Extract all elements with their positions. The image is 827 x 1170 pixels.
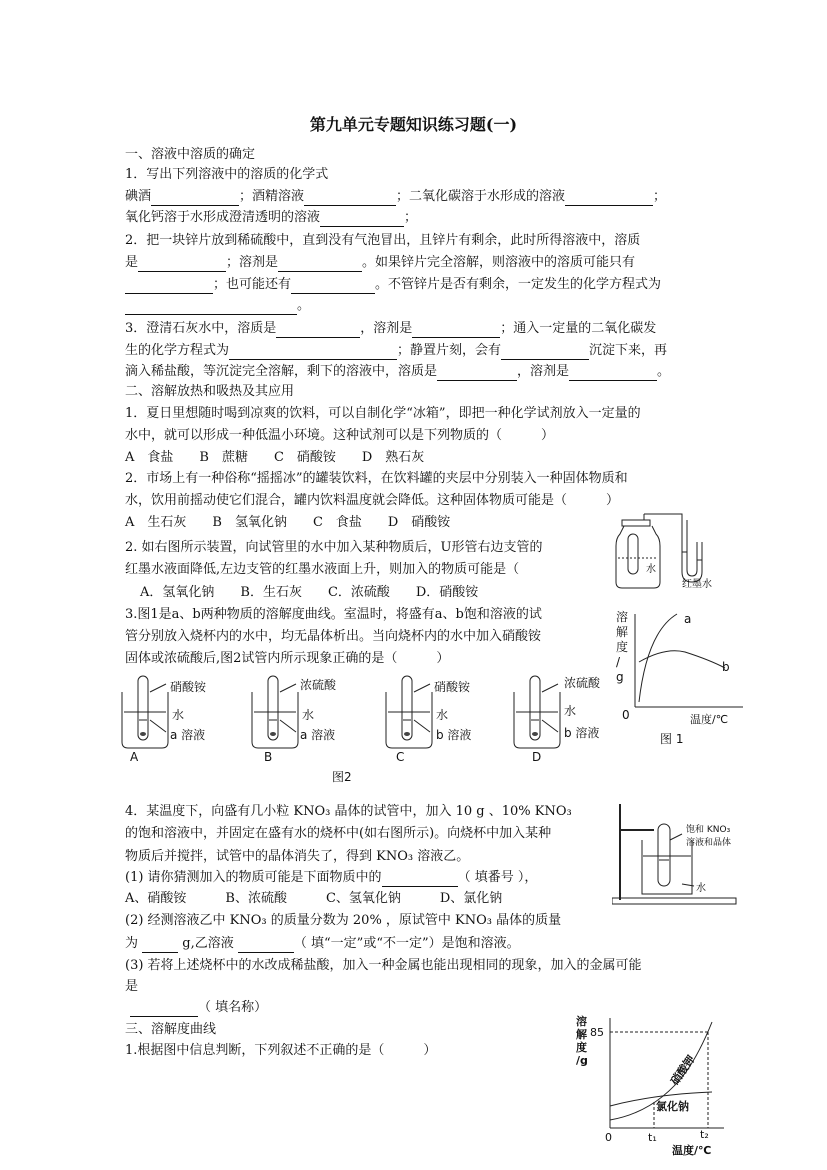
fig1-curve-a-label: a bbox=[684, 612, 692, 626]
fig3-t2: t₂ bbox=[700, 1128, 709, 1141]
q3-line1: 3．澄清石灰水中，溶质是 ，溶剂是 ；通入一定量的二氧化碳发 bbox=[125, 321, 657, 336]
q2-line1: 2．把一块锌片放到稀硫酸中，直到没有气泡冒出，且锌片有剩余，此时所得溶液中，溶质 bbox=[125, 233, 641, 248]
s2q4-sub2-line1: (2) 经测溶液乙中 KNO₃ 的质量分数为 20% ，原试管中 KNO₃ 晶体的质量 bbox=[125, 913, 562, 928]
s2q1-line1: 1．夏日里想随时喝到凉爽的饮料，可以自制化学“冰箱”，即把一种化学试剂放入一定量的 bbox=[125, 406, 641, 421]
s2q4-line1: 4．某温度下，向盛有几小粒 KNO₃ 晶体的试管中，加入 10 g 、10% KNO₃ bbox=[125, 804, 572, 819]
beaker-a-solution: a 溶液 bbox=[170, 728, 206, 742]
fig3-t1: t₁ bbox=[648, 1131, 657, 1144]
beaker-c-letter: C bbox=[396, 750, 405, 764]
q2-line4: 。 bbox=[125, 297, 310, 315]
beaker-a-additive: 硝酸铵 bbox=[170, 680, 207, 694]
beaker-b-water: 水 bbox=[302, 708, 315, 722]
fig3-xlabel: 温度/℃ bbox=[672, 1144, 712, 1157]
s2q3-line3: 固体或浓硫酸后,图2试管内所示现象正确的是（ ） bbox=[125, 651, 450, 666]
s2q3-line1: 3.图1是a、b两种物质的溶解度曲线。室温时，将盛有a、b饱和溶液的试 bbox=[125, 607, 542, 622]
s2q3-line2: 管分别放入烧杯内的水中，均无晶体析出。当向烧杯内的水中加入硝酸铵 bbox=[125, 629, 542, 644]
fig-red-ink-label: 红墨水 bbox=[682, 579, 712, 590]
beaker-b-additive: 浓硫酸 bbox=[300, 678, 337, 692]
q2-line2: 是 ；溶剂是 。如果锌片完全溶解，则溶液中的溶质可能只有 bbox=[125, 255, 636, 270]
fig1-origin: 0 bbox=[622, 708, 630, 722]
q2-line3: ；也可能还有 。不管锌片是否有剩余，一定发生的化学方程式为 bbox=[125, 276, 661, 294]
beaker-d-solution: b 溶液 bbox=[564, 726, 600, 740]
s2q4-sub2-line2: 为 g,乙溶液 （ 填“一定”或“不一定”）是饱和溶液。 bbox=[125, 936, 520, 951]
beaker-b-solution: a 溶液 bbox=[300, 728, 336, 742]
q1-line1: 碘酒 ；酒精溶液 ；二氧化碳溶于水形成的溶液 ； bbox=[125, 189, 667, 204]
fig3-y85-label: 85 bbox=[590, 1026, 604, 1039]
solubility-curve-kno3-nacl-figure bbox=[596, 1012, 726, 1142]
fig3-nacl-label: 氯化钠 bbox=[656, 1100, 689, 1113]
fig-saturated-kno3-label: 饱和 KNO₃ bbox=[686, 825, 731, 835]
q3-line2: 生的化学方程式为 ；静置片刻，会有 沉淀下来，再 bbox=[125, 343, 668, 358]
section-3-heading: 三、溶解度曲线 bbox=[125, 1022, 217, 1037]
s2q4-line2: 的饱和溶液中，并固定在盛有水的烧杯中(如右图所示)。向烧杯中加入某种 bbox=[125, 826, 552, 841]
fig3-ylabel: 溶 解 度 /g bbox=[576, 1015, 588, 1067]
beaker-d-additive: 浓硫酸 bbox=[564, 676, 601, 690]
fig2-caption: 图2 bbox=[332, 770, 352, 784]
beaker-a-letter: A bbox=[130, 750, 139, 764]
s2q4-options: A、硝酸铵 B、浓硫酸 C、氢氧化钠 D、氯化钠 bbox=[125, 891, 503, 906]
beaker-b-letter: B bbox=[264, 750, 273, 764]
fig1-ylabel: 溶 解 度 / g bbox=[616, 610, 629, 684]
s2q1-line2: 水中，就可以形成一种低温小环境。这种试剂可以是下列物质的（ ） bbox=[125, 428, 555, 443]
s2q2b-line2: 红墨水液面降低,左边支管的红墨水液面上升，则加入的物质可能是（ bbox=[125, 562, 520, 577]
s2q4-sub3-line3: （ 填名称） bbox=[130, 999, 267, 1017]
beaker-c-water: 水 bbox=[436, 708, 449, 722]
fig-beaker-water-label: 水 bbox=[696, 883, 706, 894]
s2q4-line3: 物质后并搅拌，试管中的晶体消失了，得到 KNO₃ 溶液乙。 bbox=[125, 849, 470, 864]
fig3-origin: 0 bbox=[605, 1131, 612, 1144]
q1-line2: 氧化钙溶于水形成澄清透明的溶液 ； bbox=[125, 210, 418, 225]
beaker-c-additive: 硝酸铵 bbox=[434, 680, 471, 694]
q3-line3: 滴入稀盐酸，等沉淀完全溶解，剩下的溶液中，溶质是 ，溶剂是 。 bbox=[125, 364, 671, 379]
s2q2-line1: 2．市场上有一种俗称“摇摇冰”的罐装饮料，在饮料罐的夹层中分别装入一种固体物质和 bbox=[125, 471, 628, 486]
s2q4-sub3-line2: 是 bbox=[125, 979, 139, 994]
fig1-xlabel: 温度/℃ bbox=[690, 713, 729, 726]
iron-stand-beaker-figure bbox=[612, 800, 742, 906]
s2q4-sub1: (1) 请你猜测加入的物质可能是下面物质中的 （ 填番号 ）， bbox=[125, 870, 538, 885]
beaker-d-water: 水 bbox=[564, 704, 577, 718]
section-1-heading: 一、溶液中溶质的确定 bbox=[125, 147, 256, 162]
beaker-a-water: 水 bbox=[172, 708, 185, 722]
fig3-kno3-label: 硝酸钾 bbox=[668, 1053, 698, 1088]
s2q4-sub3-line1: (3) 若将上述烧杯中的水改成稀盐酸，加入一种金属也能出现相同的现象，加入的金属可能 bbox=[125, 958, 642, 973]
s3q1: 1.根据图中信息判断，下列叙述不正确的是（ ） bbox=[125, 1043, 437, 1058]
s2q2b-options: A．氢氧化钠 B．生石灰 C．浓硫酸 D．硝酸铵 bbox=[140, 585, 479, 600]
page-title: 第九单元专题知识练习题(一) bbox=[309, 115, 518, 134]
fig1-caption: 图 1 bbox=[660, 732, 684, 746]
q1-stem: 1．写出下列溶液中的溶质的化学式 bbox=[125, 167, 329, 182]
s2q2b-line1: 2. 如右图所示装置，向试管里的水中加入某种物质后，U形管右边支管的 bbox=[125, 540, 543, 555]
beaker-d-letter: D bbox=[532, 750, 542, 764]
fig-solution-crystal-label: 溶液和晶体 bbox=[686, 838, 732, 848]
s2q2-line2: 水，饮用前摇动使它们混合，罐内饮料温度就会降低。这种固体物质可能是（ ） bbox=[125, 493, 620, 508]
section-2-heading: 二、溶解放热和吸热及其应用 bbox=[125, 384, 295, 399]
beaker-c-solution: b 溶液 bbox=[436, 728, 472, 742]
fig1-curve-b-label: b bbox=[722, 660, 730, 674]
s2q1-options: A 食盐 B 蔗糖 C 硝酸铵 D 熟石灰 bbox=[125, 450, 425, 465]
s2q2-options: A 生石灰 B 氢氧化钠 C 食盐 D 硝酸铵 bbox=[125, 515, 451, 530]
fig-water-label: 水 bbox=[646, 564, 656, 575]
